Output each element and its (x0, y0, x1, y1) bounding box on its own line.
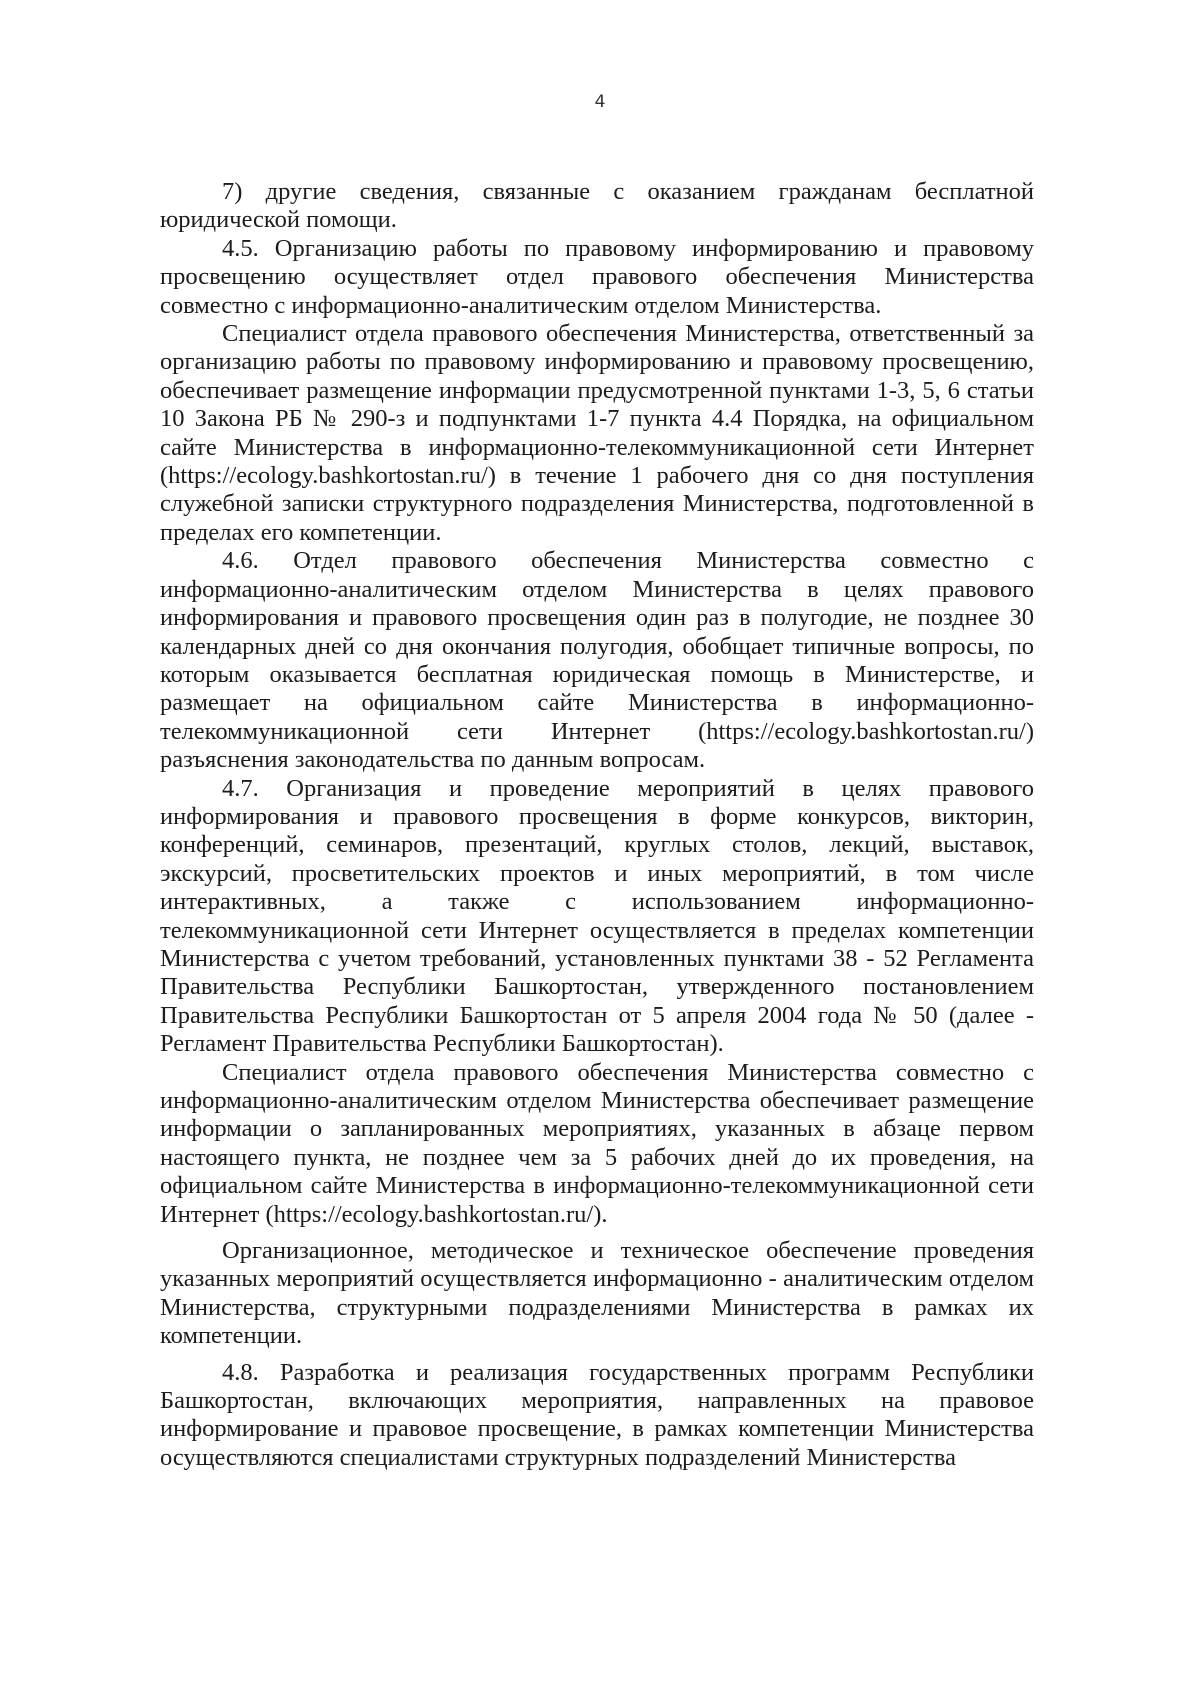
paragraph-4-7-specialist: Специалист отдела правового обеспечения Министерства совместно с информационно-аналитическим отделом Министерства обеспечивает размещение информации о запланированных мероприятиях, указанных в абзаце первом настоящего пункта, не позднее чем за 5 рабочих дней до их проведения, на официальном сайте Министерства в информационно-телекоммуникационной сети Интернет (https://ecology.bashkortostan.ru/). (160, 1058, 1034, 1228)
document-body (160, 178, 1034, 1472)
paragraph-4-8: 4.8. Разработка и реализация государственных программ Республики Башкортостан, включающих мероприятия, направленных на правовое информирование и правовое просвещение, в рамках компетенции Министерства осуществляются специалистами структурных подразделений Министерства (160, 1358, 1034, 1471)
paragraph-item-7: 7) другие сведения, связанные с оказанием гражданам бесплатной юридической помощи. (160, 178, 1034, 234)
paragraph-4-5: 4.5. Организацию работы по правовому информированию и правовому просвещению осуществляет отдел правового обеспечения Министерства совместно с информационно-аналитическим отделом Министерства. (160, 234, 1034, 319)
paragraph-4-5-specialist: Специалист отдела правового обеспечения Министерства, ответственный за организацию работы по правовому информированию и правовому просвещению, обеспечивает размещение информации предусмотренной пунктами 1-3, 5, 6 статьи 10 Закона РБ № 290-з и подпунктами 1-7 пункта 4.4 Порядка, на официальном сайте Министерства в информационно-телекоммуникационной сети Интернет (https://ecology.bashkortostan.ru/) в течение 1 рабочего дня со дня поступления служебной записки структурного подразделения Министерства, подготовленной в пределах его компетенции. (160, 320, 1034, 546)
paragraph-4-7: 4.7. Организация и проведение мероприятий в целях правового информирования и правового просвещения в форме конкурсов, викторин, конференций, семинаров, презентаций, круглых столов, лекций, выставок, экскурсий, просветительских проектов и иных мероприятий, в том числе интерактивных, а также с использованием информационно-телекоммуникационной сети Интернет осуществляется в пределах компетенции Министерства с учетом требований, установленных пунктами 38 - 52 Регламента Правительства Республики Башкортостан, утвержденного постановлением Правительства Республики Башкортостан от 5 апреля 2004 года № 50 (далее - Регламент Правительства Республики Башкортостан). (160, 774, 1034, 1058)
paragraph-4-7-organizational: Организационное, методическое и техническое обеспечение проведения указанных мероприятий осуществляется информационно - аналитическим отделом Министерства, структурными подразделениями Министерства в рамках их компетенции. (160, 1237, 1034, 1350)
paragraph-4-6: 4.6. Отдел правового обеспечения Министерства совместно с информационно-аналитическим отделом Министерства в целях правового информирования и правового просвещения один раз в полугодие, не позднее 30 календарных дней со дня окончания полугодия, обобщает типичные вопросы, по которым оказывается бесплатная юридическая помощь в Министерстве, и размещает на официальном сайте Министерства в информационно-телекоммуникационной сети Интернет (https://ecology.bashkortostan.ru/) разъяснения законодательства по данным вопросам. (160, 547, 1034, 774)
page-number: 4 (594, 92, 606, 112)
